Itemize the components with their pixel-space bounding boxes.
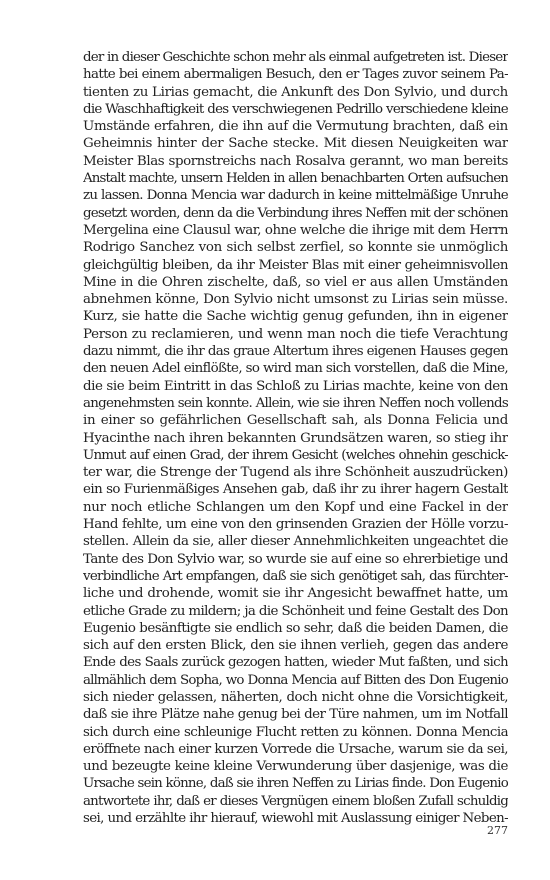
text-line: hatte bei einem abermaligen Besuch, den er Tages zuvor seinem Pa- — [83, 67, 508, 83]
text-line: Person zu reclamieren, und wenn man noch die tiefe Verachtung — [83, 326, 508, 342]
text-line: Meister Blas spornstreichs nach Rosalva gerannt, wo man bereits — [83, 153, 508, 169]
text-line: Eugenio besänftigte sie endlich so sehr, daß die beiden Damen, die — [83, 620, 508, 636]
text-line: die sie beim Eintritt in das Schloß zu Lirias machte, keine von den — [83, 378, 508, 394]
text-line: der in dieser Geschichte schon mehr als einmal aufgetreten ist. Dieser — [83, 50, 508, 65]
text-line: tienten zu Lirias gemacht, die Ankunft des Don Sylvio, und durch — [83, 84, 508, 100]
text-line: angenehmsten sein konnte. Allein, wie sie ihren Neffen noch vollends — [83, 395, 508, 411]
text-line: allmählich dem Sopha, wo Donna Mencia auf Bitten des Don Eugenio — [83, 672, 508, 688]
text-line: Kurz, sie hatte die Sache wichtig genug gefunden, ihn in eigener — [83, 309, 508, 325]
text-line: Mine in die Ohren zischelte, daß, so viel er aus allen Umständen — [83, 274, 508, 290]
text-line: eröffnete nach einer kurzen Vorrede die Ursache, warum sie da sei, — [83, 741, 508, 757]
text-line: sich auf den ersten Blick, den sie ihnen verlieh, gegen das andere — [83, 638, 508, 654]
text-line: Tante des Don Sylvio war, so wurde sie auf eine so ehrerbietige und — [83, 551, 508, 567]
text-line: ein so Furienmäßiges Ansehen gab, daß ihr zu ihrer hagern Gestalt — [83, 482, 508, 498]
text-line: antwortete ihr, daß er dieses Vergnügen einem bloßen Zufall schuldig — [83, 793, 508, 809]
text-line: die Waschhaftigkeit des verschwiegenen Pedrillo verschiedene kleine — [83, 101, 508, 117]
text-line: stellen. Allein da sie, aller dieser Annehmlichkeiten ungeachtet die — [83, 534, 508, 550]
body-text — [83, 49, 508, 827]
text-line: in einer so gefährlichen Gesellschaft sah, als Donna Felicia und — [83, 413, 508, 429]
text-line: dazu nimmt, die ihr das graue Altertum ihres eigenen Hauses gegen — [83, 344, 508, 360]
text-line: nur noch etliche Schlangen um den Kopf und eine Fackel in der — [83, 499, 508, 515]
text-line: Unmut auf einen Grad, der ihrem Gesicht (welches ohnehin geschick- — [83, 447, 508, 463]
text-line: etliche Grade zu mildern; ja die Schönheit und feine Gestalt des Don — [83, 603, 508, 619]
text-line: Ursache sein könne, daß sie ihren Neffen zu Lirias finde. Don Eugenio — [83, 776, 508, 792]
text-line: Hyacinthe nach ihren bekannten Grundsätzen waren, so stieg ihr — [83, 430, 508, 446]
text-line: Mergelina eine Clausul war, ohne welche die ihrige mit dem Herrn — [83, 222, 508, 238]
text-line: sich nieder gelassen, näherten, doch nicht ohne die Vorsichtigkeit, — [83, 689, 508, 705]
text-line: daß sie ihre Plätze nahe genug bei der Türe nahmen, um im Notfall — [83, 707, 508, 723]
text-line: Rodrigo Sanchez von sich selbst zerfiel, so konnte sie unmöglich — [83, 240, 508, 256]
text-line: Ende des Saals zurück gezogen hatten, wieder Mut faßten, und sich — [83, 655, 508, 671]
text-line: und bezeugte keine kleine Verwunderung über dasjenige, was die — [83, 759, 508, 775]
text-line: liche und drohende, womit sie ihr Angesicht bewaffnet hatte, um — [83, 586, 508, 602]
text-line: ter war, die Strenge der Tugend als ihre Schönheit auszudrücken) — [83, 465, 508, 481]
text-line: zu lassen. Donna Mencia war dadurch in keine mittelmäßige Unruhe — [83, 188, 508, 204]
text-line: gesetzt worden, denn da die Verbindung ihres Neffen mit der schönen — [83, 205, 508, 221]
text-line: Hand fehlte, um eine von den grinsenden Grazien der Hölle vorzu- — [83, 517, 508, 533]
text-line: sich durch eine schleunige Flucht retten zu können. Donna Mencia — [83, 724, 508, 740]
text-line: abnehmen könne, Don Sylvio nicht umsonst zu Lirias sein müsse. — [83, 292, 508, 308]
text-line: gleichgültig bleiben, da ihr Meister Blas mit einer geheimnisvollen — [83, 257, 508, 273]
text-line: den neuen Adel einflößte, so wird man sich vorstellen, daß die Mine, — [83, 361, 508, 377]
text-line: Geheimnis hinter der Sache stecke. Mit diesen Neuigkeiten war — [83, 136, 508, 152]
text-line: Anstalt machte, unsern Helden in allen benachbarten Orten aufsuchen — [83, 171, 508, 187]
text-line: sei, und erzählte ihr hierauf, wiewohl mit Auslassung einiger Neben- — [83, 811, 508, 827]
text-line: verbindliche Art empfangen, daß sie sich genötiget sah, das fürchter- — [83, 568, 508, 584]
page-number: 277 — [487, 824, 508, 837]
text-line: Umstände erfahren, die ihn auf die Vermutung brachten, daß ein — [83, 119, 508, 135]
